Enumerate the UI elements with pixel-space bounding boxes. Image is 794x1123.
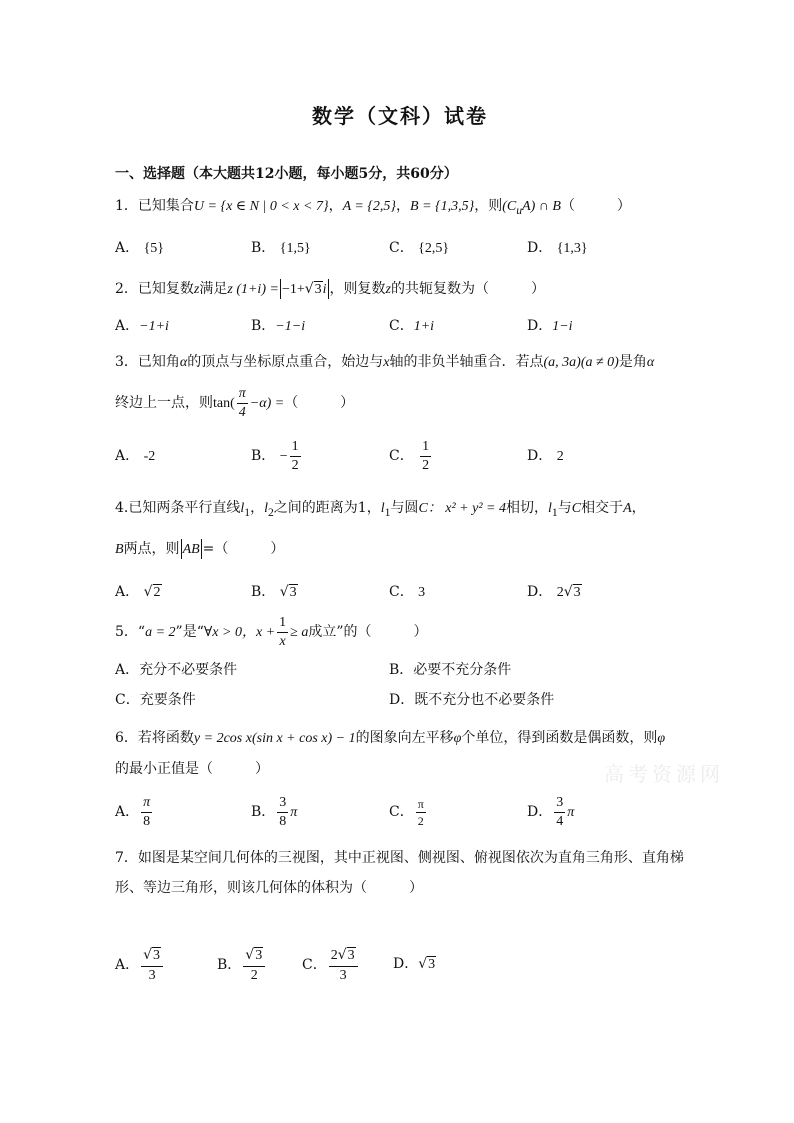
option-b[interactable]: B． $\frac{√3}{2}$ — [217, 944, 267, 986]
question-4-stem: 4.已知两条平行直线$l_1$，$l_2$之间的距离为1，$l_1$与圆C： x² + y² = 4相切，$l_1$与C相交于A， — [115, 500, 646, 519]
question-2-stem: 2．已知复数z满足z (1+i) = −1+√3i ，则复数z的共轭复数为（ ） — [115, 281, 545, 297]
question-5-stem: 5．“a = 2”是“∀x > 0，x + $\frac{1}{x}$ ≥ a成立”的（ ） — [115, 614, 428, 649]
option-a[interactable]: A． -2 — [115, 448, 156, 464]
option-d[interactable]: D．既不充分也不必要条件 — [389, 692, 555, 708]
option-b[interactable]: B． − $\frac{1}{2}$ — [251, 438, 299, 473]
section-heading: 一、选择题（本大题共12小题，每小题5分，共60分） — [115, 166, 458, 182]
option-d[interactable]: D．√3 — [393, 956, 436, 972]
option-b[interactable]: B． {1,5} — [251, 240, 311, 256]
option-a[interactable]: A． $\frac{√3}{3}$ — [115, 944, 165, 986]
option-c[interactable]: C．1+i — [389, 318, 435, 334]
option-c[interactable]: C． $\frac{1}{2}$ — [389, 438, 430, 473]
option-c[interactable]: C． $\frac{2√3}{3}$ — [302, 944, 360, 986]
option-d[interactable]: D．1−i — [527, 318, 573, 334]
option-b[interactable]: B． √3 — [251, 584, 297, 600]
watermark: 高考资源网 — [604, 762, 724, 786]
question-6-stem: 6．若将函数y = 2cos x(sin x + cos x) − 1的图象向左平移φ个单位，得到函数是偶函数，则φ — [115, 730, 666, 746]
option-a[interactable]: A．充分不必要条件 — [115, 662, 238, 678]
option-b[interactable]: B．必要不充分条件 — [389, 662, 512, 678]
option-a[interactable]: A． $\frac{\pi}{8}$ — [115, 794, 151, 829]
question-4-line-2: B两点，则 AB =（ ） — [115, 541, 285, 557]
option-b[interactable]: B． $\frac{3}{8}$ π — [251, 794, 298, 829]
option-a[interactable]: A．−1+i — [115, 318, 169, 334]
question-3-line-2: 终边上一点，则tan( $\frac{\pi}{4}$ −α) =（ ） — [115, 385, 355, 420]
page-title: 数学（文科）试卷 — [312, 104, 488, 128]
option-d[interactable]: D． $\frac{3}{4}$ π — [527, 794, 575, 829]
question-7-line-1: 7．如图是某空间几何体的三视图，其中正视图、侧视图、俯视图依次为直角三角形、直角梯 — [115, 850, 684, 866]
option-c[interactable]: C．充要条件 — [115, 692, 196, 708]
option-a[interactable]: A． √2 — [115, 584, 161, 600]
option-d[interactable]: D． {1,3} — [527, 240, 588, 256]
question-1-stem: 1．已知集合U = {x ∈ N | 0 < x < 7}，A = {2,5}，B = {1,3,5}，则$(C_uA)$ ∩ B（ ） — [115, 198, 631, 217]
option-c[interactable]: C． $\frac{\pi}{2}$ — [389, 796, 424, 828]
option-a[interactable]: A． {5} — [115, 240, 165, 256]
question-3-stem: 3．已知角α的顶点与坐标原点重合，始边与x轴的非负半轴重合．若点(a, 3a)(a ≠ 0)是角α — [115, 354, 655, 370]
option-c[interactable]: C． {2,5} — [389, 240, 450, 256]
option-d[interactable]: D． 2 — [527, 448, 564, 464]
option-c[interactable]: C． 3 — [389, 584, 426, 600]
option-d[interactable]: D． 2√3 — [527, 584, 581, 600]
option-b[interactable]: B．−1−i — [251, 318, 306, 334]
question-6-line-2: 的最小正值是（ ） — [115, 761, 269, 777]
question-7-line-2: 形、等边三角形，则该几何体的体积为（ ） — [115, 880, 423, 896]
